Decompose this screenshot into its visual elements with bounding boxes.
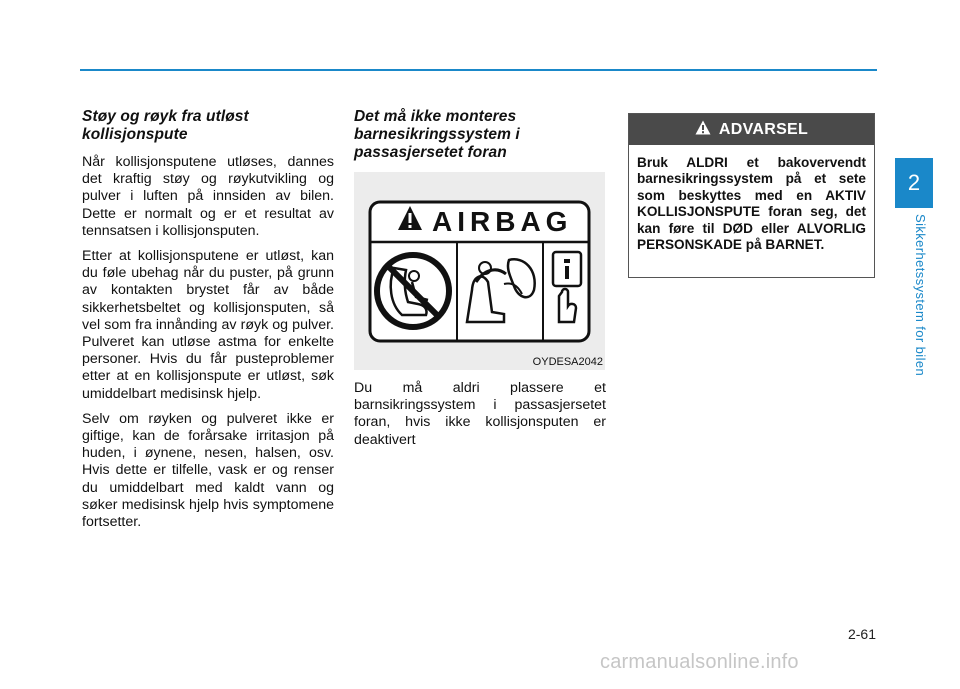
warning-title: ADVARSEL xyxy=(718,120,809,138)
warning-box xyxy=(628,113,875,278)
watermark: carmanualsonline.info xyxy=(600,651,799,673)
chapter-title: Sikkerhetssystem for bilen xyxy=(913,214,928,377)
warning-header xyxy=(629,114,874,145)
section-heading-child-seat: Det må ikke monteres barnesikringssystem i passasjersetet foran xyxy=(354,108,520,161)
warning-text: Bruk ALDRI et bakovervendt barnesikringssystem på et sete som beskyttes med en AKTIV KOLLISJONSPUTE foran seg, det kan føre til DØD eller ALVORLIG PERSONSKADE på BARNET. xyxy=(637,155,866,253)
paragraph-2: Etter at kollisjonsputene er utløst, kan du føle ubehag når du puster, på grunn av kontakten brystet får av både sikkerhetsbeltet og kollisjonsputen, så vel som fra innånding av røyk og pulver. Pulveret kan utløse astma for enkelte personer. Hvis du får pusteproblemer etter at en kollisjonspute er utløst, søk umiddelbart medisinsk hjelp. xyxy=(82,248,334,402)
page-number: 2-61 xyxy=(847,626,876,642)
warning-icon xyxy=(695,120,711,140)
top-rule xyxy=(80,69,877,71)
column-left xyxy=(82,108,334,539)
figure-code: OYDESA2042 xyxy=(532,356,603,368)
airbag-label-text: AIRBAG xyxy=(432,206,573,237)
column-middle xyxy=(354,108,606,457)
section-heading-smoke: Støy og røyk fra utløst kollisjonspute xyxy=(82,108,249,143)
airbag-label-figure xyxy=(354,172,605,370)
chapter-tab: 2 xyxy=(895,158,933,208)
airbag-label-illustration xyxy=(354,172,605,370)
paragraph-1: Når kollisjonsputene utløses, dannes det kraftig støy og røykutvikling og pulver i luften på innsiden av bilen. Dette er normalt og er et resultat av tennsatsen i kollisjonsputen. xyxy=(82,154,334,239)
paragraph-child-seat: Du må aldri plassere et barnsikringssystem i passasjersetet foran, hvis ikke kollisjonsputen er deaktivert xyxy=(354,380,606,448)
paragraph-3: Selv om røyken og pulveret ikke er giftige, kan de forårsake irritasjon på huden, i øynene, nesen, halsen, osv. Hvis dette er tilfelle, vask er og renser du umiddelbart med kaldt vann og søker medisinsk hjelp hvis symptomene fortsetter. xyxy=(82,410,334,531)
